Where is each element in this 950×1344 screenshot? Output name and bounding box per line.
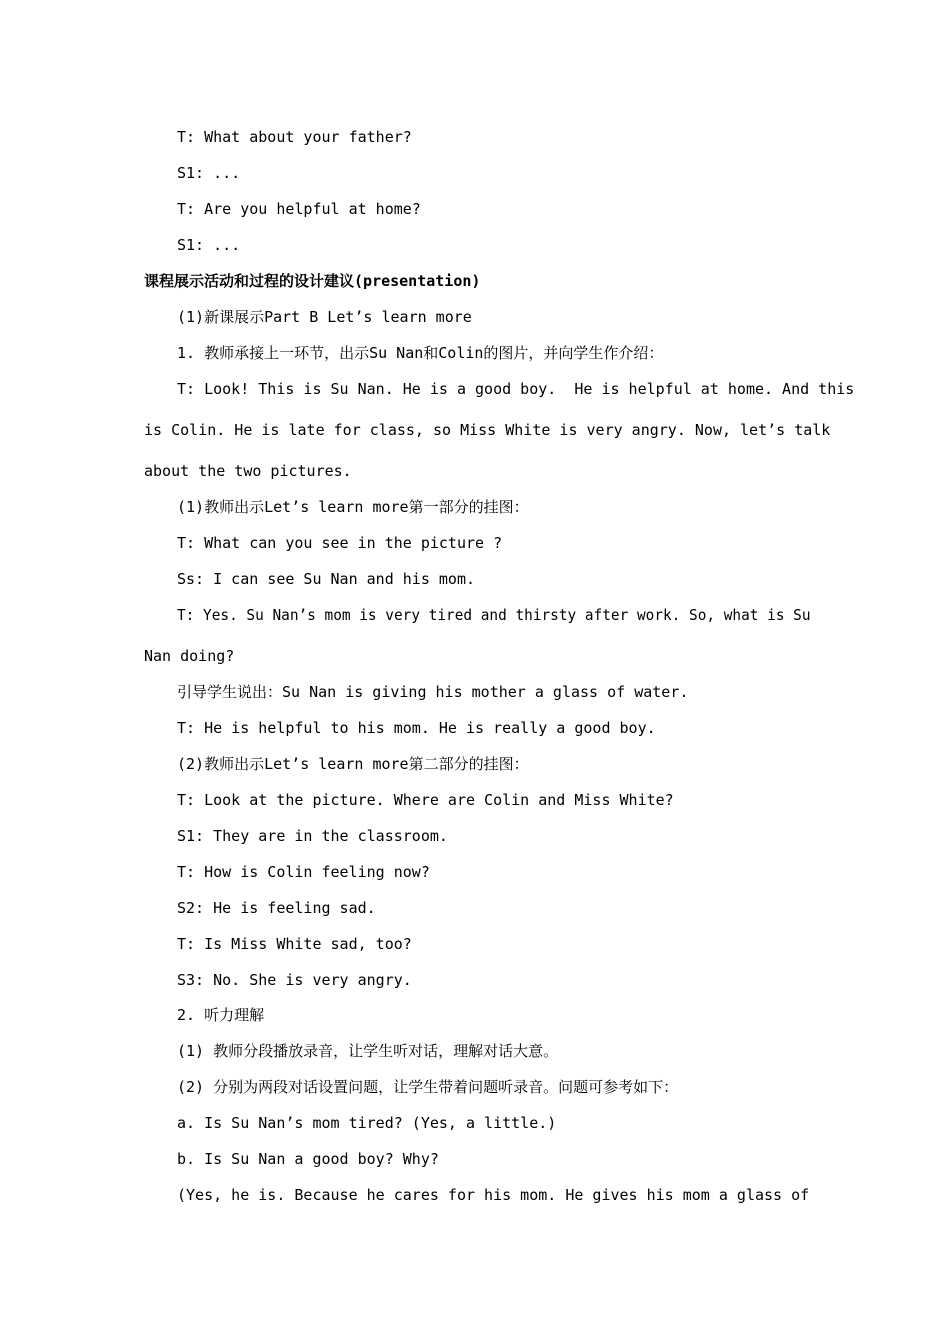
paragraph-line: (1)新课展示Part B Let’s learn more [177, 308, 472, 326]
dialogue-line: T: What can you see in the picture ? [177, 534, 503, 552]
paragraph-line: (2) 分别为两段对话设置问题，让学生带着问题听录音。问题可参考如下： [177, 1078, 679, 1096]
paragraph-line: 引导学生说出：Su Nan is giving his mother a glass of water. [177, 683, 689, 701]
dialogue-line: S2: He is feeling sad. [177, 899, 376, 917]
answer-line: (Yes, he is. Because he cares for his mom. He gives his mom a glass of [177, 1186, 810, 1204]
dialogue-line: T: Look! This is Su Nan. He is a good boy. He is helpful at home. And this [177, 380, 855, 398]
question-line: a. Is Su Nan’s mom tired? (Yes, a little.) [177, 1114, 557, 1132]
dialogue-line: T: Look at the picture. Where are Colin and Miss White? [177, 791, 674, 809]
dialogue-line: T: What about your father? [177, 128, 412, 146]
dialogue-line: Ss: I can see Su Nan and his mom. [177, 570, 476, 588]
paragraph-line: (1)教师出示Let’s learn more第一部分的挂图： [177, 498, 529, 516]
paragraph-line: about the two pictures. [144, 462, 352, 480]
dialogue-line: T: Are you helpful at home? [177, 200, 421, 218]
dialogue-line: S1: ... [177, 164, 241, 182]
paragraph-line: is Colin. He is late for class, so Miss White is very angry. Now, let’s talk [144, 421, 831, 439]
paragraph-line: (2)教师出示Let’s learn more第二部分的挂图： [177, 755, 529, 773]
paragraph-line: 2. 听力理解 [177, 1006, 265, 1024]
dialogue-line: S1: They are in the classroom. [177, 827, 448, 845]
dialogue-line: S1: ... [177, 236, 241, 254]
paragraph-line: (1) 教师分段播放录音，让学生听对话，理解对话大意。 [177, 1042, 559, 1060]
dialogue-line: S3: No. She is very angry. [177, 971, 412, 989]
dialogue-line: T: Is Miss White sad, too? [177, 935, 412, 953]
dialogue-line: T: Yes. Su Nan’s mom is very tired and thirsty after work. So, what is Su [177, 606, 811, 624]
dialogue-line: T: He is helpful to his mom. He is really a good boy. [177, 719, 656, 737]
section-heading: 课程展示活动和过程的设计建议(presentation) [144, 272, 481, 290]
question-line: b. Is Su Nan a good boy? Why? [177, 1150, 439, 1168]
dialogue-line: T: How is Colin feeling now? [177, 863, 430, 881]
paragraph-line: 1. 教师承接上一环节，出示Su Nan和Colin的图片，并向学生作介绍： [177, 344, 664, 362]
paragraph-line: Nan doing? [144, 647, 235, 665]
